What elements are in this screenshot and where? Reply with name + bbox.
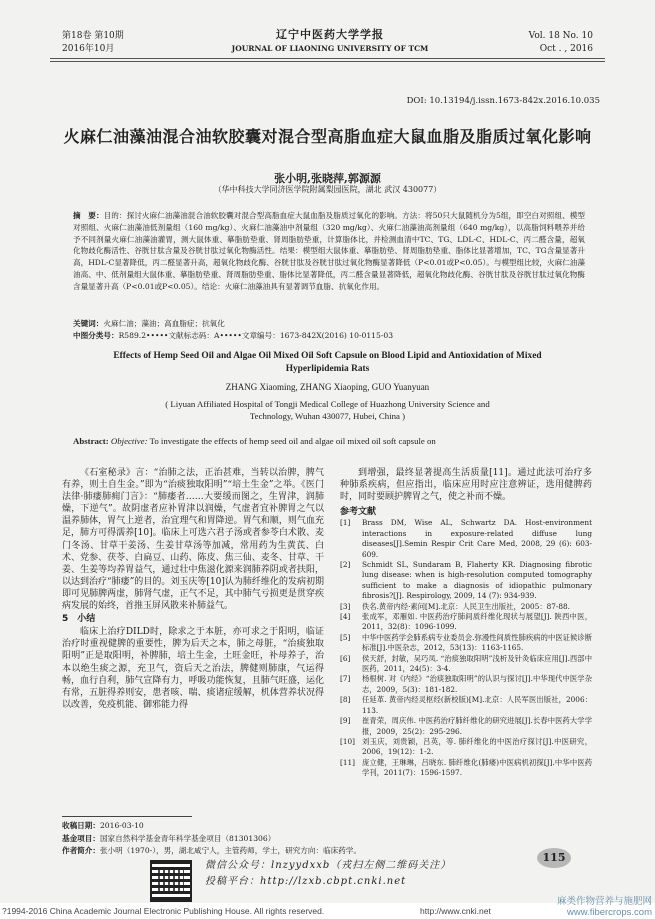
- abstract-cn-label: 摘 要：: [73, 211, 104, 220]
- journal-name-cn: 辽宁中医药大学学报: [276, 28, 384, 41]
- header-volume-cn: 第18卷 第10期: [62, 31, 124, 41]
- authors-en: ZHANG Xiaoming, ZHANG Xiaoping, GUO Yuanyuan: [225, 382, 430, 392]
- body-paragraph: 到增强，最终显著提高生活质量[11]。通过此法可治疗多种肺系疾病，但应指出，临床应用时应注意辨证，选用健脾药时，同时要顾护脾胃之气，使之补而不燥。: [340, 468, 592, 503]
- watermark-cn: 麻类作物营养与施肥网: [556, 896, 652, 907]
- wechat-line: 微信公众号：lnzyydxxb（戎扫左侧二维码关注）: [205, 860, 452, 871]
- submit-line[interactable]: 投稿平台：http://lzxb.cbpt.cnki.net: [205, 876, 407, 887]
- journal-name-en: JOURNAL OF LIAONING UNIVERSITY OF TCM: [231, 44, 429, 53]
- qr-code-icon[interactable]: [150, 860, 192, 902]
- cnki-link[interactable]: http://www.cnki.net: [420, 906, 491, 916]
- copyright-text: ?1994-2016 China Academic Journal Electronic Publishing House. All rights reserved.: [2, 906, 325, 916]
- affiliation-cn: （华中科技大学同济医学院附属梨园医院，湖北 武汉 430077）: [213, 185, 442, 194]
- abstract-cn: [73, 210, 585, 293]
- affiliation-en: ( Liyuan Affiliated Hospital of Tongji Medical College of Huazhong University Science and Technology, Wuhan 430077, Hubei, China ): [165, 399, 490, 421]
- abstract-en-text: To investigate the effects of hemp seed oil and algae oil mixed oil soft capsule on: [149, 436, 436, 446]
- keywords-block: [73, 318, 585, 341]
- reference-item: [1] Brass DM, Wise AL, Schwartz DA. Host-environment interactions in exposure-related diffuse lung diseases[J].Semin Respir Crit Care Med, 2008, 29 (6): 603-609.: [340, 518, 592, 559]
- footnotes: 收稿日期：2016-03-10 基金项目：国家自然科学基金青年科学基金项目（81301306） 作者简介：张小明（1970-），男，湖北咸宁人，主管药师，学士，研究方向：临床药学。: [62, 821, 362, 855]
- page-number: 115: [537, 848, 571, 868]
- header-rule: [50, 58, 605, 59]
- abstract-cn-text: 目的：探讨火麻仁油藻油混合油软胶囊对混合型高脂血症大鼠血脂及脂质过氧化的影响。方法：将50只大鼠随机分为5组，即空白对照组、模型对照组、火麻仁油藻油低剂量组（160 mg/kg）、火麻仁油藻油中剂量组（320 mg/kg）、火麻仁油藻油高剂量组（640 mg/kg），以高脂饲料喂养并给予不同剂量火麻仁油藻油灌胃，测大鼠体重、摹脂肪垫重、肾周脂肪垫重，计算脂体比，并检测血清中TC、TG、LDL-C、HDL-C、丙二醛含量，超氧化物歧化酶活性、谷胱甘肽含量及谷胱甘肽过氧化物酶活性。结果：模型组大鼠体重、摹脂肪垫、肾周脂肪垫重、脂体比显著增加，TC、TG含量显著升高，HDL-C显著降低，丙二醛显著升高，超氧化物歧化酶、谷胱甘肽及谷胱甘肽过氧化物酶显著降低（P<0.01或P<0.05）。与模型组比较，火麻仁油藻油高、中、低剂量组大鼠体重、摹脂肪垫重、肾周脂肪垫重、脂体比显著降低，丙二醛含量显著降低，超氧化物歧化酶、谷胱甘肽及谷胱甘肽过氧化物酶含量显著升高（P<0.01或P<0.05）。结论：火麻仁油藻油具有显著调节血脂、抗氧化作用。: [73, 211, 585, 291]
- header-vol-en: Vol. 18 No. 10: [528, 31, 593, 41]
- reference-item: [5] 中华中医药学会肺系病专业委员会.弥漫性间质性肺疾病的中医证候诊断标准[J].中医杂志，2012，53(13)：1163-1165.: [340, 632, 592, 653]
- references-heading: 参考文献: [340, 507, 377, 518]
- watermark-url: www.fibercrops.com: [567, 907, 652, 918]
- reference-item: [2] Schmidt SL, Sundaram B, Flaherty KR. Diagnosing fibrotic lung disease: when is high-resolution computed tomography sufficient to make a diagnosis of idiopathic pulmonary fibrosis?[J]. Respirology, 2009, 14 (7): 934-939.: [340, 560, 592, 601]
- article-title-cn: 火麻仁油藻油混合油软胶囊对混合型高脂血症大鼠血脂及脂质过氧化影响: [63, 127, 592, 146]
- keywords-cn-label: 关键词：: [73, 319, 104, 328]
- reference-item: [9] 崔青荣，周庆伟. 中医药治疗肺纤维化的研究进展[J].长春中医药大学学报，2009，25(2)：295-296.: [340, 716, 592, 736]
- header-date-en: Oct . , 2016: [539, 44, 593, 54]
- section-heading: 5 小结: [62, 614, 96, 625]
- header-date-cn: 2016年10月: [62, 44, 115, 54]
- header-volume: [62, 30, 124, 56]
- article-title-en: Effects of Hemp Seed Oil and Algae Oil Mixed Oil Soft Capsule on Blood Lipid and Antioxidation of Mixed Hyperlipidemia Rats: [113, 351, 542, 374]
- reference-item: [10] 刘玉庆，刘贵颖，吕英，等. 肺纤维化的中医治疗探讨[J].中医研究，2006，19(12)：1-2.: [340, 736, 592, 757]
- abstract-en: [73, 436, 585, 446]
- classification-label: 中图分类号：: [73, 330, 119, 340]
- doi: DOI: 10.13194/j.issn.1673-842x.2016.10.035: [406, 96, 600, 106]
- body-right-column: [340, 467, 592, 779]
- header-volume-en: [529, 30, 593, 56]
- reference-item: [11] 庞立健，王琳琳，吕晓东. 肺纤维化(肺痿)中医病机初探[J].中华中医药学刊，2011(7)：1596-1597.: [340, 757, 592, 778]
- reference-item: [6] 侯天舒，封敏，吴巧凤. “治痰独取阳明”浅析及针灸临床应用[J].西部中医药，2011，24(5)：3-4.: [340, 653, 592, 674]
- body-left-column: [62, 467, 324, 711]
- footnote-rule: [62, 816, 192, 817]
- abstract-en-label: Abstract:: [73, 436, 109, 446]
- watermark: [540, 896, 652, 918]
- reference-item: [3] 佚名.黄帝内经·素问[M].北京：人民卫生出版社，2005：87-88.: [340, 601, 570, 611]
- header-rule-thin: [50, 61, 605, 62]
- reference-item: [7] 杨根树. 对《内经》“治痰独取阳明”的认识与探讨[J].中华现代中医学杂志，2009，5(3)：181-182.: [340, 674, 592, 694]
- contact-info: [205, 858, 451, 890]
- reference-list: [340, 518, 592, 778]
- keywords-cn-text: 火麻仁油；藻油；高血脂症；抗氧化: [103, 319, 225, 328]
- journal-masthead: [200, 26, 460, 53]
- body-paragraph: 《石室秘录》言：“治肺之法，正治甚难，当转以治脾，脾气有养，则土自生金。”即为“治痰独取阳明”“培土生金”之举。《医门法律·肺痿肺痈门言》：“肺痿者……大要缓而图之，生胃津，润肺燥，下逆气”。故阴虚者应补胃津以润燥，气虚者宜补脾胃之气以温养肺体，胃气上逆者，治宜理气和胃降逆。胃气和顺，则气血充足，肺方可得濡养[10]。临床上可选六君子汤或者参苓白术散、麦门冬汤、甘草干姜汤、生姜甘草汤等加减，常用药为生黄芪、白术、党参、茯苓、白扁豆、山药、陈皮、焦三仙、麦冬、甘草、干姜、生姜等均养胃益气，通过壮中焦滋化源来润肺养阴或者扶阳，以达到治疗“肺痿”的目的。刘玉庆等[10]认为肺纤维化的发病初期即可见肺脾两虚，肺肾气虚，正气不足，其中肺气亏损更是贯穿疾病发展的始终，首推玉屏风散来补肺益气。: [62, 468, 324, 612]
- authors-cn: 张小明,张晓萍,郭源源: [274, 172, 381, 185]
- reference-item: [4] 张成军，邓雁如. 中医药治疗肺间质纤维化现状与展望[J]. 陕西中医，2011，32(8)：1096-1099.: [340, 612, 592, 632]
- abstract-en-objective-label: Objective:: [110, 436, 148, 446]
- classification-text: R589.2•••••文献标志码：A•••••文章编号：1673-842X(2016) 10-0115-03: [118, 330, 394, 340]
- reference-item: [8] 任延革. 黄帝内经灵枢经(新校版)[M].北京：人民军医出版社，2006：113.: [340, 695, 592, 715]
- body-paragraph: 临床上治疗DILD时，除求之于本脏，亦可求之于阳明，临证治疗时重视健脾的重要性，脾为后天之本，肺之母脏，“治痰独取阳明”正是取阳明，补脾肺，培土生金，土旺金旺，补母养子，治本以绝生痰之源，充卫气，资后天之治法，脾健则肺康，气运得畅，血行自利，肺气宣降有力，呼吸功能恢复，且肺气旺盛，运化有常，五脏得养则安，患者咳、喘、痰诸症缓解，机体营养状况得以改善，免疫机能、御邪能力得: [62, 627, 324, 710]
